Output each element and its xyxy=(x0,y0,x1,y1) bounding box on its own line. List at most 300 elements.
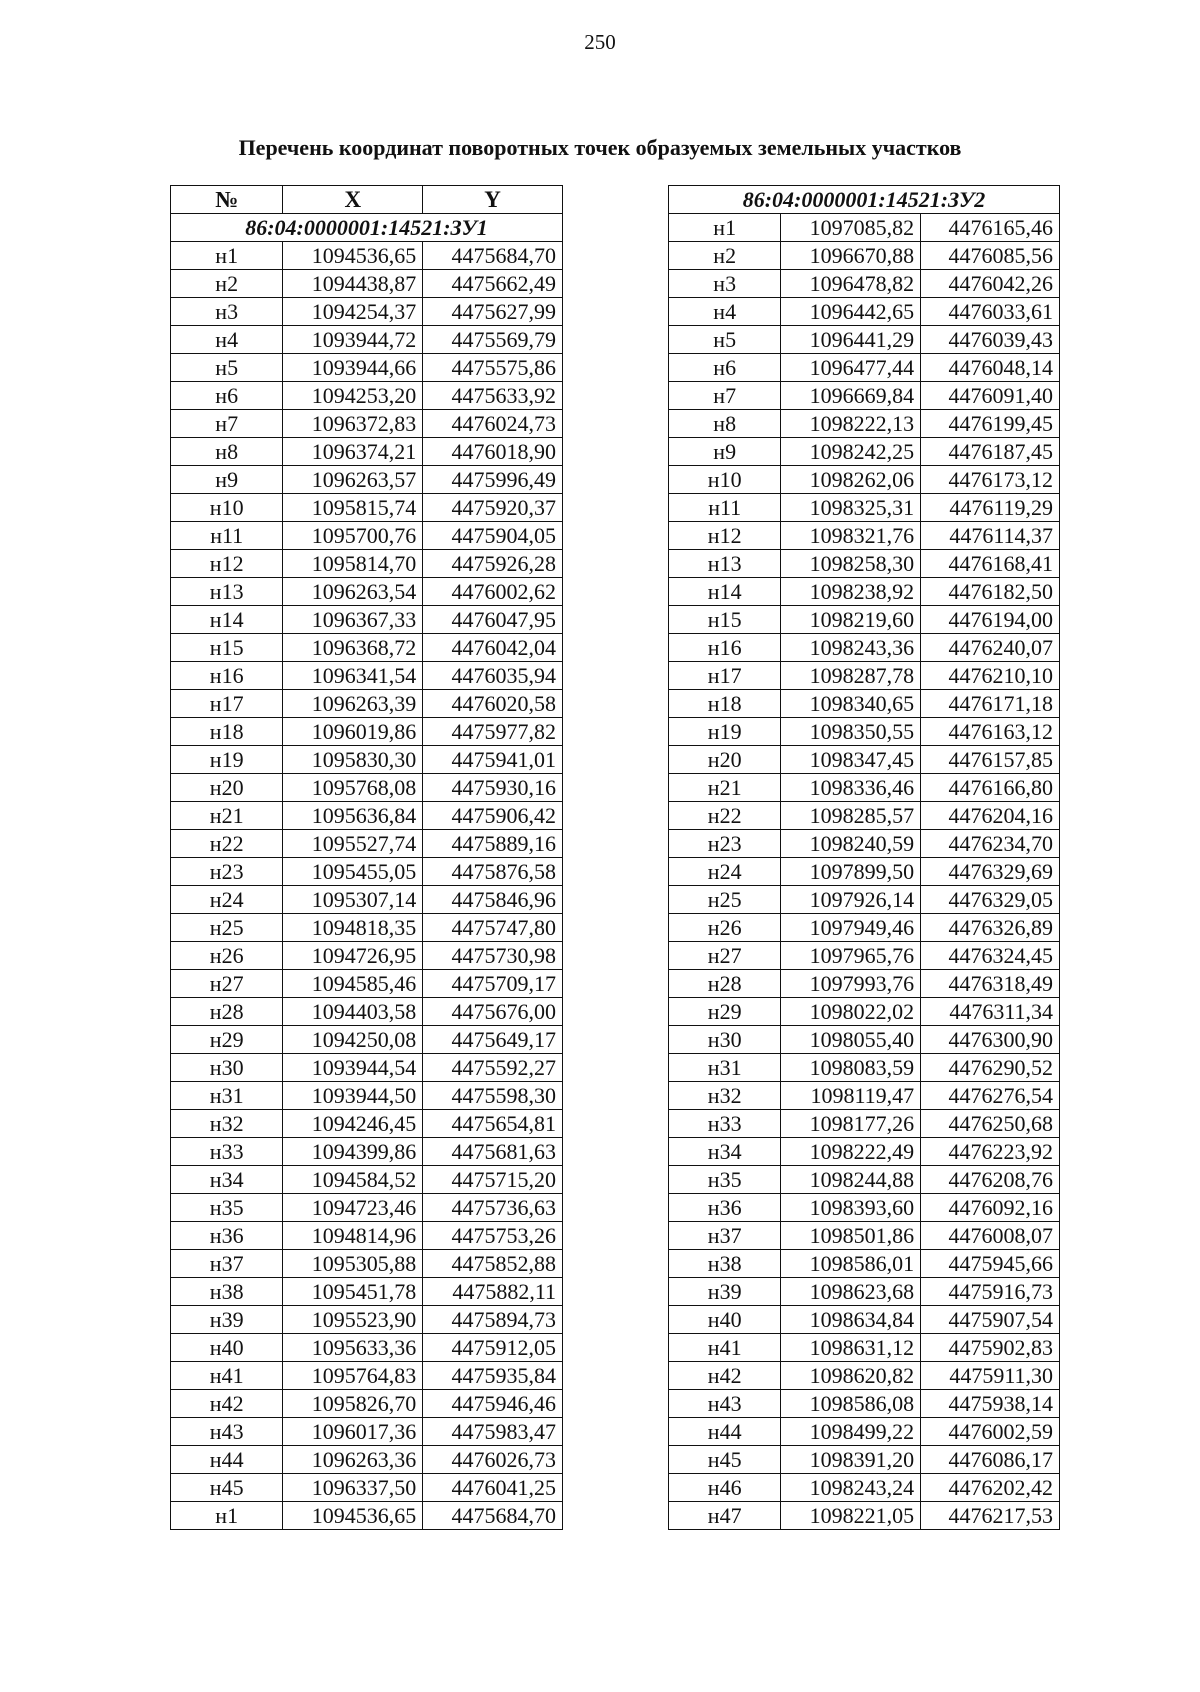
table-row xyxy=(669,662,1060,690)
x-coordinate: 1098586,01 xyxy=(781,1250,921,1278)
table-body xyxy=(171,242,563,1530)
y-coordinate: 4475684,70 xyxy=(423,242,563,270)
y-coordinate: 4475935,84 xyxy=(423,1362,563,1390)
point-label: н12 xyxy=(171,550,283,578)
point-label: н24 xyxy=(171,886,283,914)
x-coordinate: 1098055,40 xyxy=(781,1026,921,1054)
point-label: н25 xyxy=(669,886,781,914)
y-coordinate: 4475907,54 xyxy=(921,1306,1060,1334)
y-coordinate: 4476318,49 xyxy=(921,970,1060,998)
x-coordinate: 1098620,82 xyxy=(781,1362,921,1390)
table-row xyxy=(171,494,563,522)
table-row xyxy=(669,1278,1060,1306)
y-coordinate: 4476035,94 xyxy=(423,662,563,690)
point-label: н30 xyxy=(171,1054,283,1082)
y-coordinate: 4476018,90 xyxy=(423,438,563,466)
x-coordinate: 1097993,76 xyxy=(781,970,921,998)
y-coordinate: 4476171,18 xyxy=(921,690,1060,718)
table-row xyxy=(669,1082,1060,1110)
y-coordinate: 4476199,45 xyxy=(921,410,1060,438)
table-row xyxy=(171,1138,563,1166)
y-coordinate: 4476042,04 xyxy=(423,634,563,662)
point-label: н6 xyxy=(171,382,283,410)
point-label: н38 xyxy=(171,1278,283,1306)
y-coordinate: 4475938,14 xyxy=(921,1390,1060,1418)
point-label: н39 xyxy=(669,1278,781,1306)
x-coordinate: 1094818,35 xyxy=(283,914,423,942)
y-coordinate: 4476217,53 xyxy=(921,1502,1060,1530)
x-coordinate: 1097085,82 xyxy=(781,214,921,242)
x-coordinate: 1098391,20 xyxy=(781,1446,921,1474)
x-coordinate: 1095455,05 xyxy=(283,858,423,886)
x-coordinate: 1094584,52 xyxy=(283,1166,423,1194)
table-row xyxy=(669,1138,1060,1166)
point-label: н35 xyxy=(669,1166,781,1194)
point-label: н21 xyxy=(669,774,781,802)
x-coordinate: 1094726,95 xyxy=(283,942,423,970)
table-row xyxy=(669,1306,1060,1334)
y-coordinate: 4475920,37 xyxy=(423,494,563,522)
y-coordinate: 4475575,86 xyxy=(423,354,563,382)
x-coordinate: 1098336,46 xyxy=(781,774,921,802)
table-row xyxy=(669,1054,1060,1082)
x-coordinate: 1098243,36 xyxy=(781,634,921,662)
x-coordinate: 1095633,36 xyxy=(283,1334,423,1362)
point-label: н30 xyxy=(669,1026,781,1054)
point-label: н7 xyxy=(171,410,283,438)
x-coordinate: 1097949,46 xyxy=(781,914,921,942)
y-coordinate: 4476166,80 xyxy=(921,774,1060,802)
table-row xyxy=(171,1446,563,1474)
x-coordinate: 1098244,88 xyxy=(781,1166,921,1194)
x-coordinate: 1097899,50 xyxy=(781,858,921,886)
document-title: Перечень координат поворотных точек образуемых земельных участков xyxy=(238,135,962,160)
point-label: н26 xyxy=(669,914,781,942)
x-coordinate: 1096019,86 xyxy=(283,718,423,746)
table-row xyxy=(669,774,1060,802)
point-label: н20 xyxy=(669,746,781,774)
x-coordinate: 1095307,14 xyxy=(283,886,423,914)
table-row xyxy=(669,1334,1060,1362)
table-row xyxy=(669,1250,1060,1278)
table-row xyxy=(171,802,563,830)
y-coordinate: 4475684,70 xyxy=(423,1502,563,1530)
x-coordinate: 1098022,02 xyxy=(781,998,921,1026)
y-coordinate: 4476223,92 xyxy=(921,1138,1060,1166)
y-coordinate: 4475916,73 xyxy=(921,1278,1060,1306)
parcel-name: 86:04:0000001:14521:ЗУ1 xyxy=(171,214,563,242)
point-label: н27 xyxy=(171,970,283,998)
point-label: н38 xyxy=(669,1250,781,1278)
y-coordinate: 4476187,45 xyxy=(921,438,1060,466)
table-row xyxy=(171,606,563,634)
y-coordinate: 4475654,81 xyxy=(423,1110,563,1138)
point-label: н33 xyxy=(171,1138,283,1166)
point-label: н4 xyxy=(669,298,781,326)
point-label: н29 xyxy=(669,998,781,1026)
table-row xyxy=(669,1194,1060,1222)
table-row xyxy=(669,326,1060,354)
table-row xyxy=(669,1026,1060,1054)
table-row xyxy=(171,326,563,354)
y-coordinate: 4475598,30 xyxy=(423,1082,563,1110)
point-label: н16 xyxy=(171,662,283,690)
y-coordinate: 4476047,95 xyxy=(423,606,563,634)
table-row xyxy=(171,1250,563,1278)
x-coordinate: 1098083,59 xyxy=(781,1054,921,1082)
table-row xyxy=(171,998,563,1026)
point-label: н18 xyxy=(669,690,781,718)
x-coordinate: 1098325,31 xyxy=(781,494,921,522)
x-coordinate: 1098321,76 xyxy=(781,522,921,550)
point-label: н21 xyxy=(171,802,283,830)
column-header-x: X xyxy=(283,186,423,214)
column-header-y: Y xyxy=(423,186,563,214)
y-coordinate: 4476165,46 xyxy=(921,214,1060,242)
x-coordinate: 1098287,78 xyxy=(781,662,921,690)
point-label: н27 xyxy=(669,942,781,970)
x-coordinate: 1094250,08 xyxy=(283,1026,423,1054)
point-label: н28 xyxy=(171,998,283,1026)
x-coordinate: 1095814,70 xyxy=(283,550,423,578)
table-row xyxy=(171,1194,563,1222)
x-coordinate: 1095700,76 xyxy=(283,522,423,550)
y-coordinate: 4476033,61 xyxy=(921,298,1060,326)
x-coordinate: 1098242,25 xyxy=(781,438,921,466)
y-coordinate: 4476324,45 xyxy=(921,942,1060,970)
x-coordinate: 1094254,37 xyxy=(283,298,423,326)
x-coordinate: 1098240,59 xyxy=(781,830,921,858)
x-coordinate: 1096441,29 xyxy=(781,326,921,354)
table-row xyxy=(669,410,1060,438)
y-coordinate: 4476194,00 xyxy=(921,606,1060,634)
y-coordinate: 4476210,10 xyxy=(921,662,1060,690)
y-coordinate: 4476039,43 xyxy=(921,326,1060,354)
table-row xyxy=(669,1390,1060,1418)
point-label: н13 xyxy=(171,578,283,606)
table-row xyxy=(669,606,1060,634)
x-coordinate: 1094536,65 xyxy=(283,242,423,270)
point-label: н36 xyxy=(669,1194,781,1222)
y-coordinate: 4476091,40 xyxy=(921,382,1060,410)
table-row xyxy=(669,1110,1060,1138)
y-coordinate: 4475676,00 xyxy=(423,998,563,1026)
x-coordinate: 1096263,39 xyxy=(283,690,423,718)
x-coordinate: 1096017,36 xyxy=(283,1418,423,1446)
y-coordinate: 4476204,16 xyxy=(921,802,1060,830)
point-label: н2 xyxy=(669,242,781,270)
table-row xyxy=(171,1026,563,1054)
table-row xyxy=(669,858,1060,886)
x-coordinate: 1097926,14 xyxy=(781,886,921,914)
table-row xyxy=(669,1166,1060,1194)
x-coordinate: 1096263,36 xyxy=(283,1446,423,1474)
table-row xyxy=(669,382,1060,410)
x-coordinate: 1098347,45 xyxy=(781,746,921,774)
y-coordinate: 4476092,16 xyxy=(921,1194,1060,1222)
x-coordinate: 1098262,06 xyxy=(781,466,921,494)
table-row xyxy=(171,1054,563,1082)
table-row xyxy=(171,438,563,466)
table-row xyxy=(669,1362,1060,1390)
y-coordinate: 4475882,11 xyxy=(423,1278,563,1306)
y-coordinate: 4475912,05 xyxy=(423,1334,563,1362)
x-coordinate: 1094723,46 xyxy=(283,1194,423,1222)
x-coordinate: 1096337,50 xyxy=(283,1474,423,1502)
parcel-name: 86:04:0000001:14521:ЗУ2 xyxy=(669,186,1060,214)
y-coordinate: 4475627,99 xyxy=(423,298,563,326)
point-label: н5 xyxy=(171,354,283,382)
y-coordinate: 4475926,28 xyxy=(423,550,563,578)
table-row xyxy=(171,270,563,298)
x-coordinate: 1096669,84 xyxy=(781,382,921,410)
y-coordinate: 4476202,42 xyxy=(921,1474,1060,1502)
y-coordinate: 4475730,98 xyxy=(423,942,563,970)
y-coordinate: 4475894,73 xyxy=(423,1306,563,1334)
point-label: н1 xyxy=(171,1502,283,1530)
table-row xyxy=(171,690,563,718)
point-label: н42 xyxy=(171,1390,283,1418)
table-row xyxy=(171,1390,563,1418)
x-coordinate: 1098285,57 xyxy=(781,802,921,830)
x-coordinate: 1098586,08 xyxy=(781,1390,921,1418)
table-row xyxy=(669,270,1060,298)
y-coordinate: 4476002,62 xyxy=(423,578,563,606)
y-coordinate: 4475930,16 xyxy=(423,774,563,802)
y-coordinate: 4475977,82 xyxy=(423,718,563,746)
point-label: н3 xyxy=(669,270,781,298)
point-label: н1 xyxy=(171,242,283,270)
point-label: н8 xyxy=(669,410,781,438)
point-label: н42 xyxy=(669,1362,781,1390)
parcel-header-row xyxy=(171,214,563,242)
point-label: н29 xyxy=(171,1026,283,1054)
table-row xyxy=(669,634,1060,662)
point-label: н43 xyxy=(669,1390,781,1418)
table-row xyxy=(669,970,1060,998)
x-coordinate: 1098340,65 xyxy=(781,690,921,718)
point-label: н31 xyxy=(171,1082,283,1110)
y-coordinate: 4476173,12 xyxy=(921,466,1060,494)
point-label: н25 xyxy=(171,914,283,942)
x-coordinate: 1098634,84 xyxy=(781,1306,921,1334)
table-row xyxy=(171,1418,563,1446)
point-label: н11 xyxy=(171,522,283,550)
point-label: н32 xyxy=(669,1082,781,1110)
table-row xyxy=(669,914,1060,942)
y-coordinate: 4476085,56 xyxy=(921,242,1060,270)
point-label: н16 xyxy=(669,634,781,662)
point-label: н24 xyxy=(669,858,781,886)
y-coordinate: 4475569,79 xyxy=(423,326,563,354)
table-row xyxy=(669,1446,1060,1474)
y-coordinate: 4475876,58 xyxy=(423,858,563,886)
y-coordinate: 4476329,69 xyxy=(921,858,1060,886)
y-coordinate: 4475902,83 xyxy=(921,1334,1060,1362)
point-label: н13 xyxy=(669,550,781,578)
point-label: н33 xyxy=(669,1110,781,1138)
page-number: 250 xyxy=(584,30,616,54)
y-coordinate: 4475709,17 xyxy=(423,970,563,998)
table-row xyxy=(669,1222,1060,1250)
point-label: н12 xyxy=(669,522,781,550)
x-coordinate: 1096374,21 xyxy=(283,438,423,466)
table-row xyxy=(669,354,1060,382)
table-row xyxy=(171,634,563,662)
x-coordinate: 1098243,24 xyxy=(781,1474,921,1502)
table-row xyxy=(669,522,1060,550)
x-coordinate: 1093944,54 xyxy=(283,1054,423,1082)
x-coordinate: 1094403,58 xyxy=(283,998,423,1026)
x-coordinate: 1094399,86 xyxy=(283,1138,423,1166)
x-coordinate: 1093944,66 xyxy=(283,354,423,382)
table-row xyxy=(669,1418,1060,1446)
x-coordinate: 1095764,83 xyxy=(283,1362,423,1390)
x-coordinate: 1095305,88 xyxy=(283,1250,423,1278)
point-label: н9 xyxy=(669,438,781,466)
table-row xyxy=(669,578,1060,606)
y-coordinate: 4476086,17 xyxy=(921,1446,1060,1474)
point-label: н3 xyxy=(171,298,283,326)
table-row xyxy=(171,1110,563,1138)
point-label: н23 xyxy=(171,858,283,886)
y-coordinate: 4476114,37 xyxy=(921,522,1060,550)
point-label: н34 xyxy=(669,1138,781,1166)
x-coordinate: 1097965,76 xyxy=(781,942,921,970)
point-label: н8 xyxy=(171,438,283,466)
table-row xyxy=(171,1474,563,1502)
point-label: н36 xyxy=(171,1222,283,1250)
y-coordinate: 4476311,34 xyxy=(921,998,1060,1026)
point-label: н11 xyxy=(669,494,781,522)
point-label: н28 xyxy=(669,970,781,998)
point-label: н17 xyxy=(669,662,781,690)
table-row xyxy=(669,718,1060,746)
point-label: н31 xyxy=(669,1054,781,1082)
y-coordinate: 4475946,46 xyxy=(423,1390,563,1418)
column-header-number: № xyxy=(171,186,283,214)
point-label: н2 xyxy=(171,270,283,298)
y-coordinate: 4476240,07 xyxy=(921,634,1060,662)
table-row xyxy=(669,690,1060,718)
point-label: н22 xyxy=(669,802,781,830)
table-row xyxy=(171,354,563,382)
table-row xyxy=(669,214,1060,242)
table-row xyxy=(171,466,563,494)
x-coordinate: 1098238,92 xyxy=(781,578,921,606)
point-label: н37 xyxy=(669,1222,781,1250)
table-row xyxy=(171,1362,563,1390)
table-row xyxy=(171,578,563,606)
point-label: н44 xyxy=(171,1446,283,1474)
point-label: н9 xyxy=(171,466,283,494)
x-coordinate: 1094438,87 xyxy=(283,270,423,298)
table-row xyxy=(171,886,563,914)
y-coordinate: 4476208,76 xyxy=(921,1166,1060,1194)
x-coordinate: 1096670,88 xyxy=(781,242,921,270)
x-coordinate: 1098177,26 xyxy=(781,1110,921,1138)
table-row xyxy=(171,1166,563,1194)
y-coordinate: 4476250,68 xyxy=(921,1110,1060,1138)
point-label: н26 xyxy=(171,942,283,970)
point-label: н10 xyxy=(669,466,781,494)
point-label: н14 xyxy=(171,606,283,634)
table-row xyxy=(669,298,1060,326)
x-coordinate: 1098219,60 xyxy=(781,606,921,634)
table-row xyxy=(669,886,1060,914)
table-row xyxy=(171,830,563,858)
y-coordinate: 4476168,41 xyxy=(921,550,1060,578)
point-label: н44 xyxy=(669,1418,781,1446)
header-row xyxy=(171,186,563,214)
table-row xyxy=(669,550,1060,578)
point-label: н41 xyxy=(669,1334,781,1362)
table-row xyxy=(171,242,563,270)
table-row xyxy=(171,522,563,550)
table-row xyxy=(171,1082,563,1110)
table-row xyxy=(171,1502,563,1530)
point-label: н39 xyxy=(171,1306,283,1334)
y-coordinate: 4475906,42 xyxy=(423,802,563,830)
table-row xyxy=(171,1334,563,1362)
y-coordinate: 4476020,58 xyxy=(423,690,563,718)
table-row xyxy=(171,970,563,998)
y-coordinate: 4476026,73 xyxy=(423,1446,563,1474)
point-label: н18 xyxy=(171,718,283,746)
y-coordinate: 4476182,50 xyxy=(921,578,1060,606)
x-coordinate: 1098222,13 xyxy=(781,410,921,438)
coordinates-table-zu2 xyxy=(668,185,1060,1530)
parcel-header-row xyxy=(669,186,1060,214)
point-label: н19 xyxy=(171,746,283,774)
table-row xyxy=(669,1502,1060,1530)
table-row xyxy=(171,298,563,326)
point-label: н32 xyxy=(171,1110,283,1138)
point-label: н17 xyxy=(171,690,283,718)
y-coordinate: 4475983,47 xyxy=(423,1418,563,1446)
x-coordinate: 1096263,54 xyxy=(283,578,423,606)
y-coordinate: 4476041,25 xyxy=(423,1474,563,1502)
table-row xyxy=(669,242,1060,270)
table-row xyxy=(171,746,563,774)
table-row xyxy=(171,410,563,438)
x-coordinate: 1093944,50 xyxy=(283,1082,423,1110)
y-coordinate: 4475681,63 xyxy=(423,1138,563,1166)
y-coordinate: 4476234,70 xyxy=(921,830,1060,858)
x-coordinate: 1098631,12 xyxy=(781,1334,921,1362)
x-coordinate: 1096478,82 xyxy=(781,270,921,298)
y-coordinate: 4475736,63 xyxy=(423,1194,563,1222)
x-coordinate: 1098623,68 xyxy=(781,1278,921,1306)
y-coordinate: 4475889,16 xyxy=(423,830,563,858)
y-coordinate: 4475649,17 xyxy=(423,1026,563,1054)
table-row xyxy=(171,1278,563,1306)
x-coordinate: 1095826,70 xyxy=(283,1390,423,1418)
y-coordinate: 4476276,54 xyxy=(921,1082,1060,1110)
y-coordinate: 4476024,73 xyxy=(423,410,563,438)
table-row xyxy=(171,1222,563,1250)
x-coordinate: 1095523,90 xyxy=(283,1306,423,1334)
point-label: н15 xyxy=(669,606,781,634)
table-row xyxy=(171,1306,563,1334)
y-coordinate: 4476300,90 xyxy=(921,1026,1060,1054)
y-coordinate: 4476119,29 xyxy=(921,494,1060,522)
x-coordinate: 1093944,72 xyxy=(283,326,423,354)
table-row xyxy=(669,494,1060,522)
point-label: н20 xyxy=(171,774,283,802)
table-row xyxy=(669,998,1060,1026)
point-label: н14 xyxy=(669,578,781,606)
